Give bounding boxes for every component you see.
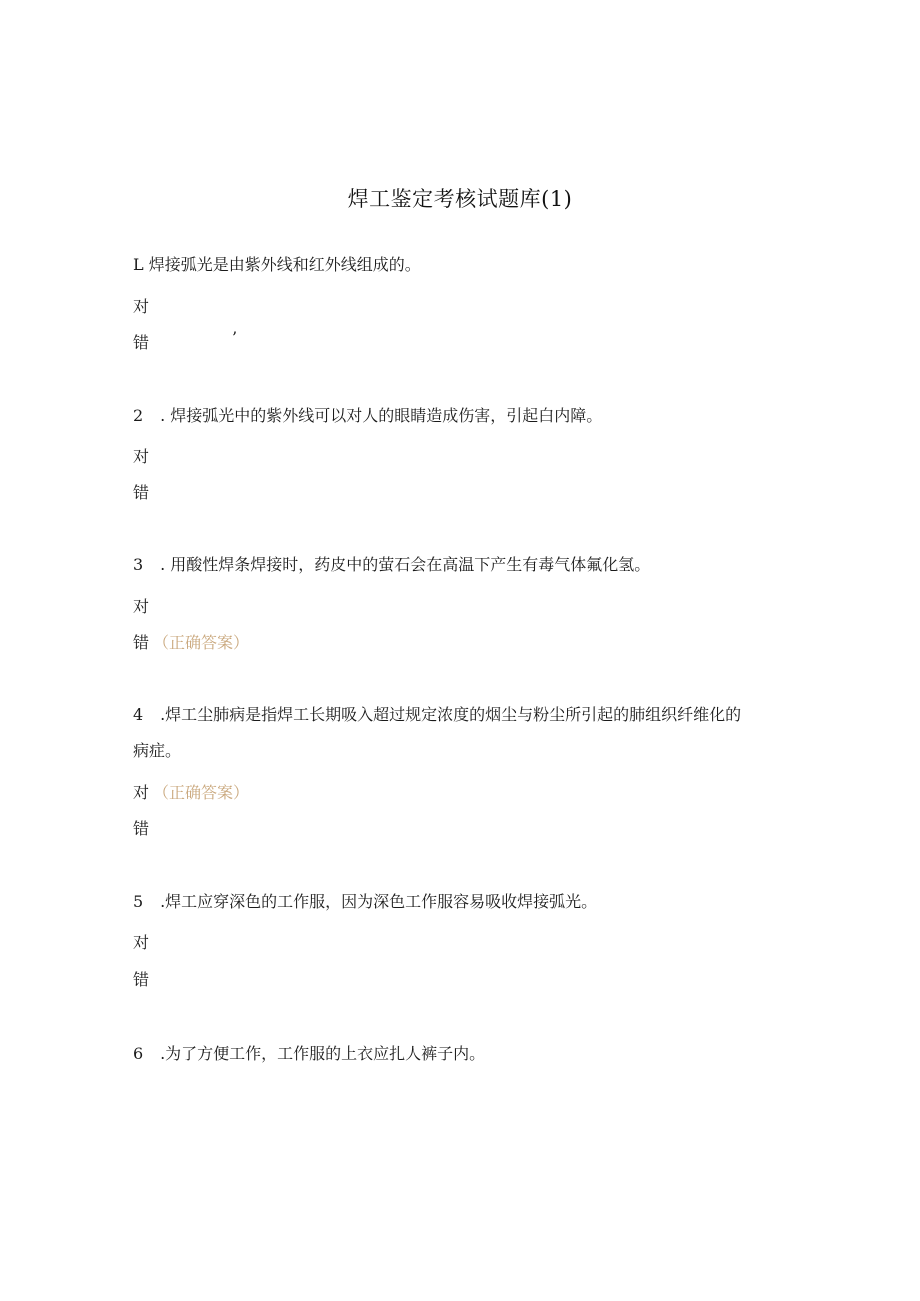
correct-answer-tag: （正确答案） [153,633,250,652]
question-text: .为了方便工作，工作服的上衣应扎人裤子内。 [160,1044,486,1063]
option-false[interactable] [133,969,149,991]
option-false[interactable] [133,818,149,840]
question-number: L [133,255,144,274]
question-number: 5 [133,892,144,911]
option-label: 对 [133,297,150,316]
question-4-continuation [133,740,181,762]
option-label: 错 [133,970,150,989]
question-text: . 焊接弧光中的紫外线可以对人的眼睛造成伤害，引起白内障。 [160,406,603,425]
option-false[interactable] [133,332,149,354]
question-text: 焊接弧光是由紫外线和红外线组成的。 [148,255,421,274]
question-2 [133,405,602,427]
question-text: . 用酸性焊条焊接时，药皮中的萤石会在高温下产生有毒气体氟化氢。 [160,555,651,574]
document-title: 焊工鉴定考核试题库(1) [347,187,573,211]
question-4 [133,704,741,726]
option-false[interactable] [133,632,249,654]
option-label: 对 [133,933,150,952]
option-true[interactable] [133,782,249,804]
stray-mark: ’ [232,328,238,347]
correct-answer-tag: （正确答案） [153,783,250,802]
question-3 [133,554,650,576]
question-number: 3 [133,555,144,574]
question-text: .焊工尘肺病是指焊工长期吸入超过规定浓度的烟尘与粉尘所引起的肺组织纤维化的 [160,705,742,724]
question-text: .焊工应穿深色的工作服，因为深色工作服容易吸收焊接弧光。 [160,892,598,911]
question-5 [133,891,597,913]
option-label: 错 [133,633,150,652]
question-text-continued: 病症。 [133,741,182,760]
option-label: 错 [133,483,150,502]
option-true[interactable] [133,446,149,468]
question-6 [133,1043,485,1065]
option-false[interactable] [133,482,149,504]
option-true[interactable] [133,932,149,954]
option-label: 对 [133,597,150,616]
option-label: 对 [133,447,150,466]
option-label: 错 [133,819,150,838]
question-number: 4 [133,705,144,724]
question-1 [133,254,421,276]
option-label: 对 [133,783,150,802]
option-true[interactable] [133,596,149,618]
option-label: 错 [133,333,150,352]
question-number: 6 [133,1044,144,1063]
option-true[interactable] [133,296,149,318]
question-number: 2 [133,406,144,425]
